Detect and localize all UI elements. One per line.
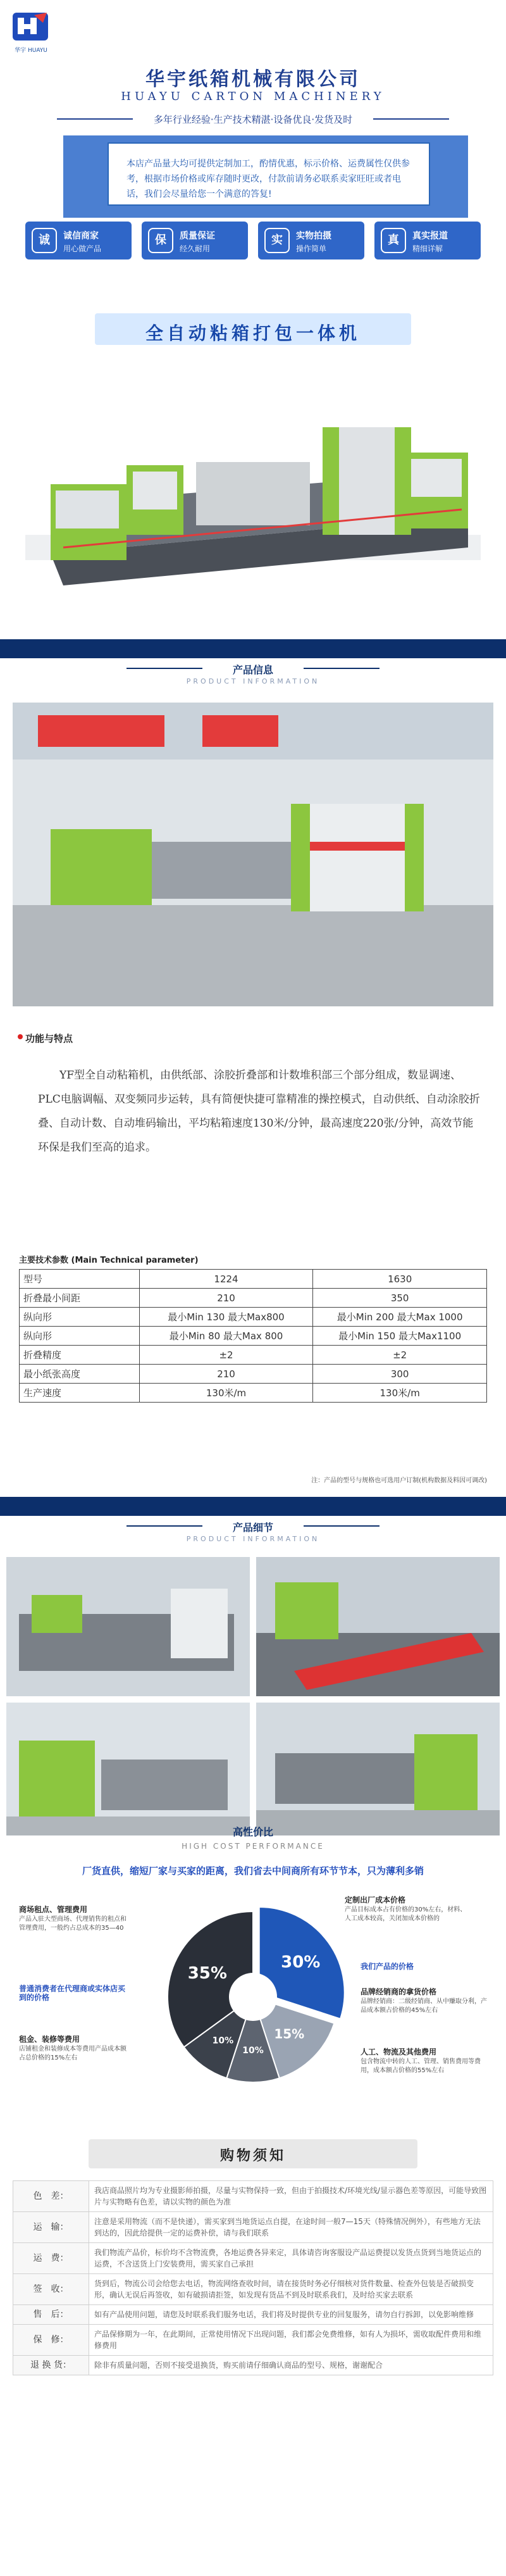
badge-subtitle: 用心做产品: [63, 244, 102, 253]
note-title: 商场租点、管理费用: [19, 1905, 88, 1914]
section-title: 产品细节: [232, 1522, 273, 1534]
table-row: [13, 2243, 493, 2274]
badge-subtitle: 经久耐用: [180, 244, 211, 253]
badge-subtitle: 操作简单: [296, 244, 327, 253]
params-table: [19, 1269, 487, 1403]
cost-pie-chart: [126, 1892, 379, 2101]
cost-section-title: 高性价比: [232, 1826, 273, 1838]
table-row: [13, 2274, 493, 2305]
note-key: 保 修：: [13, 2325, 89, 2356]
param-key: 折叠精度: [20, 1346, 140, 1365]
note-text: 品牌经销商：二级经销商、从中赚取分利，产品成本额占价格的45%左右: [361, 1998, 487, 2014]
section-title: 产品信息: [232, 664, 273, 676]
note-text: 产品入驻大型商场、代理销售的租点和管理费用，一般约占总成本的35—40: [19, 1916, 126, 1932]
note-key: 运 输：: [13, 2212, 89, 2243]
note-key: 签 收：: [13, 2274, 89, 2305]
detail-photo-4: [256, 1703, 500, 1835]
product-title: 全自动粘箱打包一体机: [145, 323, 361, 344]
param-key: 型号: [20, 1270, 140, 1289]
logo-text: 华宇 HUAYU: [15, 47, 47, 54]
note-title: 我们产品的价格: [361, 1962, 414, 1971]
detail-photo-3: [6, 1703, 250, 1835]
table-row: [20, 1308, 487, 1327]
note-title: 品牌经销商的拿货价格: [361, 1987, 437, 1996]
table-row: [13, 2181, 493, 2212]
param-key: 生产速度: [20, 1384, 140, 1403]
table-row: [20, 1270, 487, 1289]
param-value: 最小Min 130 最大Max800: [139, 1308, 313, 1327]
detail-photo-2: [256, 1557, 500, 1696]
note-value: 我们物流产品价，标价均不含物流费，各地运费各异来定，具体请咨询客服设产品运费提以发货点货到当地货运点的运费，不含送货上门安装费用，需买家自己承担: [89, 2243, 493, 2274]
table-row: [13, 2212, 493, 2243]
note-title: 人工、物流及其他费用: [361, 2048, 437, 2056]
feature-bullet: [18, 1034, 23, 1039]
note-value: 货到后，物流公司会给您去电话，物流网络查收时间，请在接货时务必仔细核对货件数量、检查外包装是否破损变形，确认无误后再签收，如有破损请拒签，如发现有货品不到及时联系我们，及时给买家去联系: [89, 2274, 493, 2305]
table-row: [13, 2305, 493, 2325]
cost-note-mall: [19, 1905, 126, 1933]
param-value: 300: [313, 1365, 487, 1384]
note-text: 包含物流中转的人工、管理、销售费用等费用，成本额占价格的55%左右: [361, 2058, 481, 2074]
header: [0, 0, 506, 297]
params-label: 主要技术参数 (Main Technical parameter): [19, 1256, 199, 1265]
cost-section-subtitle: HIGH COST PERFORMANCE: [182, 1842, 324, 1851]
badge-title: 诚信商家: [63, 231, 99, 241]
table-row: [20, 1289, 487, 1308]
note-value: 产品保修期为一年，在此期间，正常使用情况下出现问题，我们都会免费维修，如有人为损坏，需收取配件费用和维修费用: [89, 2325, 493, 2356]
note-key: 色 差：: [13, 2181, 89, 2212]
cost-note-labor: [361, 2048, 487, 2075]
param-key: 纵向形: [20, 1327, 140, 1346]
pie-center: [229, 1973, 277, 2021]
pie-slice-label: 10%: [212, 2035, 234, 2046]
pie-slice-label: 10%: [242, 2046, 264, 2056]
badge-integrity: [25, 222, 132, 259]
note-title: 普通消费者在代理商或实体店买到的价格: [19, 1984, 126, 2002]
note-text: 店铺租金和装修成本等费用产品成本额占总价格的15%左右: [19, 2046, 126, 2061]
note-title: 租金、装修等费用: [19, 2035, 80, 2044]
true-report-icon: 真: [381, 228, 406, 253]
note-value: 我店商品照片均为专业摄影师拍摄，尽量与实物保持一致，但由于拍摄技术/环境光线/显示器色差等原因，可能导致图片与实物略有色差，请以实物的颜色为准: [89, 2181, 493, 2212]
integrity-icon: 诚: [32, 228, 57, 253]
notice-box: [108, 142, 430, 206]
badge-title: 质量保证: [180, 231, 215, 241]
cost-note-dealer: [361, 1987, 487, 2015]
trust-badges: [25, 222, 481, 268]
badge-title: 真实报道: [412, 231, 448, 241]
table-row: [20, 1365, 487, 1384]
features-text: YF型全自动粘箱机，由供纸部、涂胶折叠部和计数堆积部三个部分组成，数显调速、PLC电脑调幅、双变频同步运转，具有简便快捷可靠精准的操控模式，自动供纸、自动涂胶折叠、自动计数、自动堆码输出，平均粘箱速度130米/分钟，最高速度220张/分钟，高效节能环保是我们至高的追求。: [38, 1069, 480, 1154]
detail-photo-1: [6, 1557, 250, 1696]
note-value: 如有产品使用问题，请您及时联系我们服务电话，我们将及时提供专业的回复服务，请勿自行拆卸，以免影响维修: [89, 2305, 493, 2325]
param-value: 130米/m: [313, 1384, 487, 1403]
table-row: [20, 1384, 487, 1403]
table-row: [13, 2325, 493, 2356]
slogan: 多年行业经验·生产技术精湛·设备优良·发货及时: [153, 114, 353, 125]
param-value: ±2: [139, 1346, 313, 1365]
param-value: 210: [139, 1365, 313, 1384]
pie-slice-label: 35%: [187, 1964, 227, 1984]
param-value: 1224: [139, 1270, 313, 1289]
real-photo-icon: 实: [264, 228, 290, 253]
param-value: 350: [313, 1289, 487, 1308]
param-value: ±2: [313, 1346, 487, 1365]
quality-icon: 保: [148, 228, 173, 253]
badge-quality: [142, 222, 248, 259]
company-name: 华宇纸箱机械有限公司: [145, 68, 361, 91]
notice-text: 本店产品量大均可提供定制加工，酌情优惠，标示价格、运费属性仅供参考，根据市场价格或库存随时更改，付款前请务必联系卖家旺旺或者电话，我们会尽量给您一个满意的答复!: [126, 159, 410, 199]
param-key: 最小纸张高度: [20, 1365, 140, 1384]
params-note: 注：产品的型号与规格也可选用户订制(机构数据及料因可调改): [311, 1477, 487, 1484]
pie-slice-label: 30%: [281, 1953, 321, 1972]
section-subtitle: PRODUCT INFORMATION: [186, 1535, 320, 1543]
features-label: 功能与特点: [25, 1033, 73, 1044]
section-band: [0, 1497, 506, 1516]
slogan-bar: [57, 111, 449, 127]
purchase-notes-title: 购物须知: [219, 2148, 286, 2164]
param-key: 折叠最小间距: [20, 1289, 140, 1308]
cost-note-rent: [19, 2035, 126, 2063]
section-header-detail: [0, 1497, 506, 1554]
param-key: 纵向形: [20, 1308, 140, 1327]
param-value: 最小Min 200 最大Max 1000: [313, 1308, 487, 1327]
company-logo-icon: [11, 9, 49, 44]
cost-note-factory: [345, 1896, 471, 1923]
badge-title: 实物拍摄: [296, 231, 331, 241]
note-text: 产品目标成本占有价格的30%左右，材料、人工成本较高，关闭加成本价格的: [345, 1906, 467, 1922]
param-value: 210: [139, 1289, 313, 1308]
cost-note-consumer: [19, 1984, 126, 2003]
section-band: [0, 639, 506, 658]
cost-note-our-price: [361, 1962, 474, 1972]
param-value: 1630: [313, 1270, 487, 1289]
cost-lead-text: 厂货直供，缩短厂家与买家的距离，我们省去中间商所有环节节本，只为薄利多销: [82, 1865, 424, 1877]
table-row: [20, 1327, 487, 1346]
factory-photo-machine: [13, 703, 493, 1006]
note-title: 定制出厂成本价格: [345, 1896, 406, 1904]
param-value: 最小Min 80 最大Max 800: [139, 1327, 313, 1346]
badge-real-photo: [258, 222, 364, 259]
note-key: 退 换 货：: [13, 2356, 89, 2375]
param-value: 最小Min 150 最大Max1100: [313, 1327, 487, 1346]
table-row: [20, 1346, 487, 1365]
note-key: 运 费：: [13, 2243, 89, 2274]
purchase-notes-header: [89, 2139, 417, 2168]
section-subtitle: PRODUCT INFORMATION: [186, 677, 320, 685]
note-value: 除非有质量问题，否则不接受退换货，购买前请仔细确认商品的型号、规格，谢谢配合: [89, 2356, 493, 2375]
purchase-notes-table: [13, 2180, 493, 2375]
hero-machine-image: [25, 358, 481, 623]
note-value: 注意是采用物流（而不是快递），需买家到当地货运点自提，在途时间一般7—15天（特殊情况例外），有些地方无法到达的，因此给提供一定的运费补偿，请与我们联系: [89, 2212, 493, 2243]
pie-slice-label: 15%: [274, 2026, 305, 2042]
param-value: 130米/m: [139, 1384, 313, 1403]
section-header-info: [0, 639, 506, 696]
product-title-band: [95, 313, 411, 345]
badge-true-report: [374, 222, 481, 259]
note-key: 售 后：: [13, 2305, 89, 2325]
company-name-en: HUAYU CARTON MACHINERY: [121, 90, 385, 103]
badge-subtitle: 精细详解: [412, 244, 443, 253]
table-row: [13, 2356, 493, 2375]
